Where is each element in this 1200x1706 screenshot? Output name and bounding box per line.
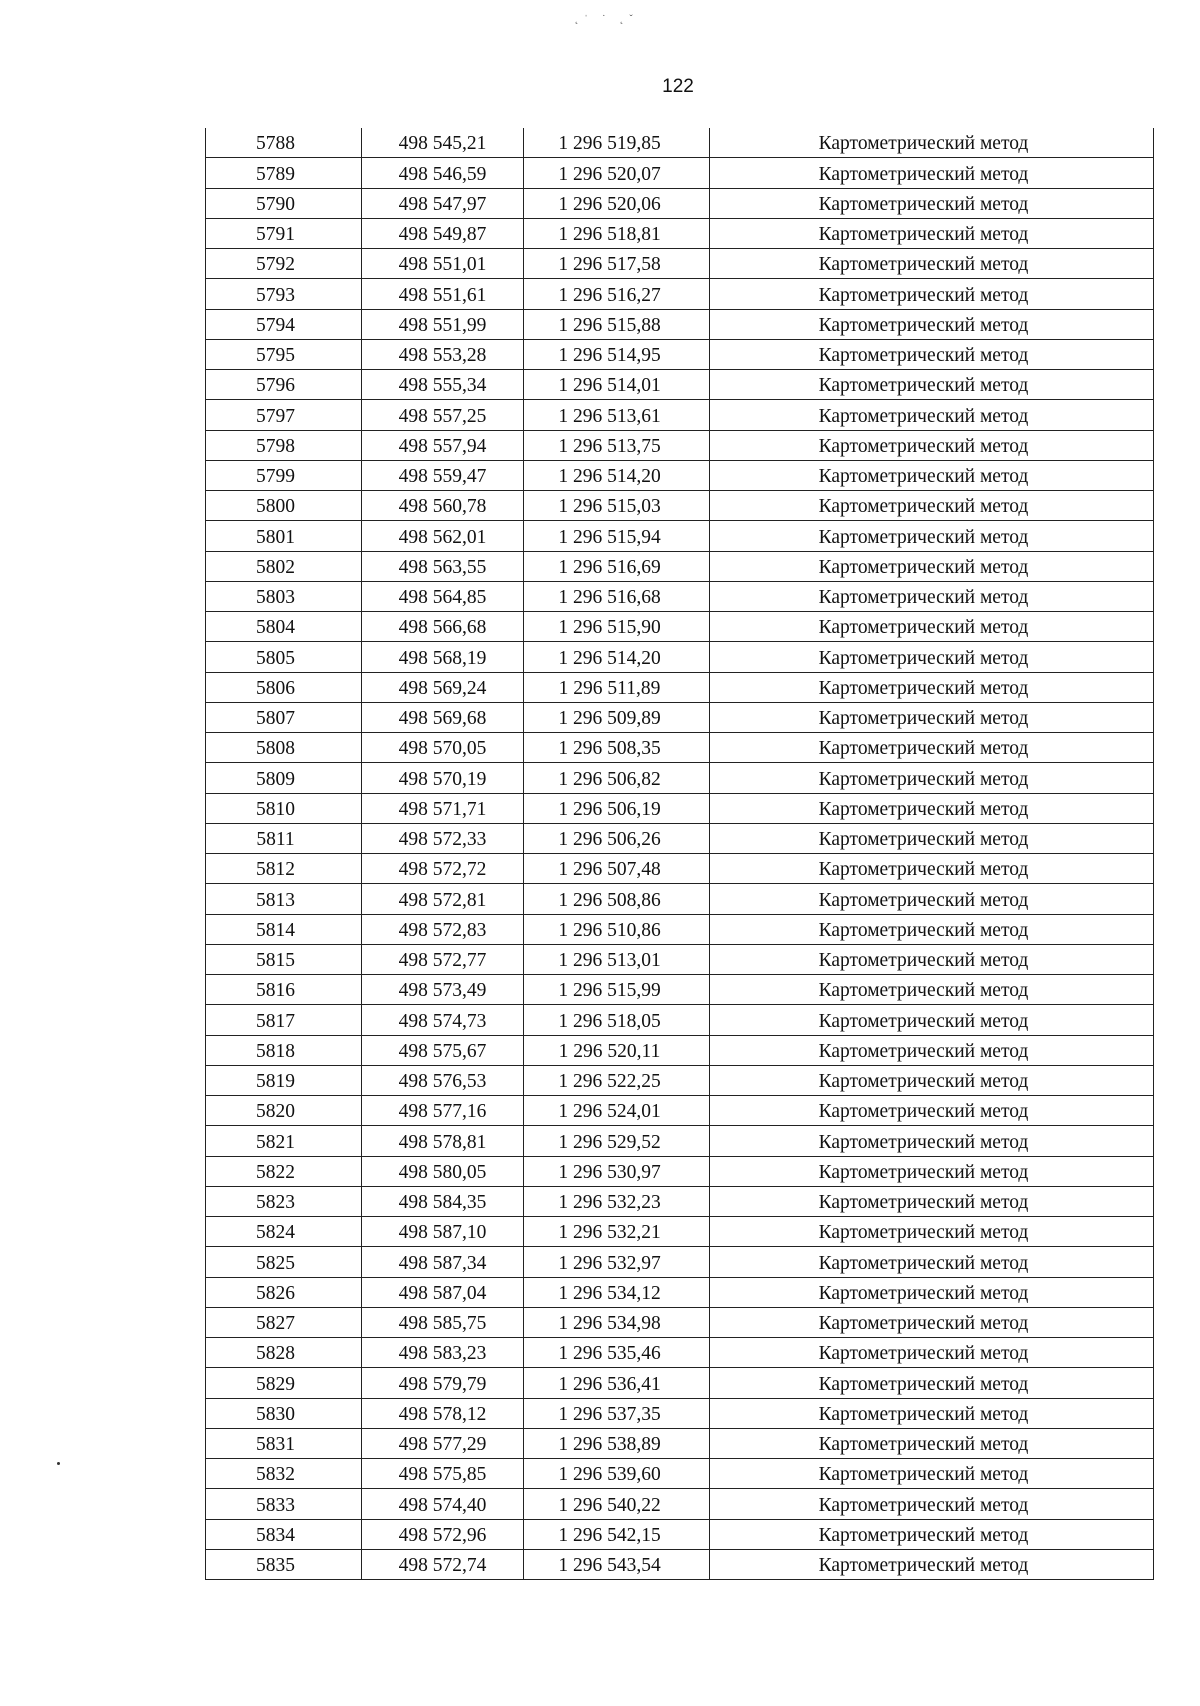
x-coordinate-cell: 498 551,01 <box>362 249 524 279</box>
point-number-cell: 5788 <box>206 128 362 158</box>
point-number-cell: 5828 <box>206 1338 362 1368</box>
point-number-cell: 5793 <box>206 279 362 309</box>
method-cell: Картометрический метод <box>710 1398 1154 1428</box>
y-coordinate-cell: 1 296 535,46 <box>524 1338 710 1368</box>
table-row <box>206 702 1154 732</box>
x-coordinate-cell: 498 572,83 <box>362 914 524 944</box>
method-cell: Картометрический метод <box>710 521 1154 551</box>
x-coordinate-cell: 498 572,72 <box>362 854 524 884</box>
coordinates-table-body <box>206 128 1154 1580</box>
table-row <box>206 1096 1154 1126</box>
method-cell: Картометрический метод <box>710 551 1154 581</box>
scan-speck <box>57 1462 60 1465</box>
y-coordinate-cell: 1 296 515,99 <box>524 975 710 1005</box>
x-coordinate-cell: 498 579,79 <box>362 1368 524 1398</box>
method-cell: Картометрический метод <box>710 1156 1154 1186</box>
method-cell: Картометрический метод <box>710 1459 1154 1489</box>
x-coordinate-cell: 498 572,33 <box>362 823 524 853</box>
method-cell: Картометрический метод <box>710 339 1154 369</box>
x-coordinate-cell: 498 551,61 <box>362 279 524 309</box>
x-coordinate-cell: 498 549,87 <box>362 218 524 248</box>
y-coordinate-cell: 1 296 506,19 <box>524 793 710 823</box>
x-coordinate-cell: 498 569,68 <box>362 702 524 732</box>
method-cell: Картометрический метод <box>710 672 1154 702</box>
point-number-cell: 5824 <box>206 1217 362 1247</box>
page-number: 122 <box>662 76 694 97</box>
x-coordinate-cell: 498 577,16 <box>362 1096 524 1126</box>
table-row <box>206 400 1154 430</box>
method-cell: Картометрический метод <box>710 793 1154 823</box>
x-coordinate-cell: 498 580,05 <box>362 1156 524 1186</box>
y-coordinate-cell: 1 296 530,97 <box>524 1156 710 1186</box>
y-coordinate-cell: 1 296 506,82 <box>524 763 710 793</box>
coordinates-table <box>205 128 1154 1580</box>
y-coordinate-cell: 1 296 516,68 <box>524 581 710 611</box>
y-coordinate-cell: 1 296 510,86 <box>524 914 710 944</box>
y-coordinate-cell: 1 296 524,01 <box>524 1096 710 1126</box>
scan-artifact-marks: ˛ˈ ˙ ˛ˇ <box>575 14 639 25</box>
method-cell: Картометрический метод <box>710 581 1154 611</box>
method-cell: Картометрический метод <box>710 823 1154 853</box>
table-row <box>206 1428 1154 1458</box>
method-cell: Картометрический метод <box>710 1186 1154 1216</box>
y-coordinate-cell: 1 296 529,52 <box>524 1126 710 1156</box>
method-cell: Картометрический метод <box>710 1247 1154 1277</box>
method-cell: Картометрический метод <box>710 642 1154 672</box>
x-coordinate-cell: 498 587,34 <box>362 1247 524 1277</box>
y-coordinate-cell: 1 296 539,60 <box>524 1459 710 1489</box>
table-row <box>206 1368 1154 1398</box>
method-cell: Картометрический метод <box>710 884 1154 914</box>
x-coordinate-cell: 498 576,53 <box>362 1065 524 1095</box>
method-cell: Картометрический метод <box>710 975 1154 1005</box>
table-row <box>206 1519 1154 1549</box>
method-cell: Картометрический метод <box>710 612 1154 642</box>
point-number-cell: 5835 <box>206 1549 362 1579</box>
x-coordinate-cell: 498 564,85 <box>362 581 524 611</box>
method-cell: Картометрический метод <box>710 1338 1154 1368</box>
y-coordinate-cell: 1 296 543,54 <box>524 1549 710 1579</box>
x-coordinate-cell: 498 571,71 <box>362 793 524 823</box>
y-coordinate-cell: 1 296 511,89 <box>524 672 710 702</box>
point-number-cell: 5832 <box>206 1459 362 1489</box>
table-row <box>206 581 1154 611</box>
method-cell: Картометрический метод <box>710 1519 1154 1549</box>
point-number-cell: 5790 <box>206 188 362 218</box>
y-coordinate-cell: 1 296 520,06 <box>524 188 710 218</box>
x-coordinate-cell: 498 574,40 <box>362 1489 524 1519</box>
method-cell: Картометрический метод <box>710 763 1154 793</box>
point-number-cell: 5829 <box>206 1368 362 1398</box>
y-coordinate-cell: 1 296 522,25 <box>524 1065 710 1095</box>
point-number-cell: 5802 <box>206 551 362 581</box>
x-coordinate-cell: 498 555,34 <box>362 370 524 400</box>
point-number-cell: 5798 <box>206 430 362 460</box>
table-row <box>206 733 1154 763</box>
point-number-cell: 5792 <box>206 249 362 279</box>
table-row <box>206 218 1154 248</box>
y-coordinate-cell: 1 296 518,05 <box>524 1005 710 1035</box>
point-number-cell: 5811 <box>206 823 362 853</box>
table-row <box>206 430 1154 460</box>
point-number-cell: 5805 <box>206 642 362 672</box>
y-coordinate-cell: 1 296 509,89 <box>524 702 710 732</box>
table-row <box>206 279 1154 309</box>
method-cell: Картометрический метод <box>710 1307 1154 1337</box>
method-cell: Картометрический метод <box>710 430 1154 460</box>
method-cell: Картометрический метод <box>710 944 1154 974</box>
method-cell: Картометрический метод <box>710 1428 1154 1458</box>
x-coordinate-cell: 498 578,12 <box>362 1398 524 1428</box>
table-row <box>206 1277 1154 1307</box>
y-coordinate-cell: 1 296 513,61 <box>524 400 710 430</box>
y-coordinate-cell: 1 296 519,85 <box>524 128 710 158</box>
point-number-cell: 5825 <box>206 1247 362 1277</box>
point-number-cell: 5816 <box>206 975 362 1005</box>
method-cell: Картометрический метод <box>710 1126 1154 1156</box>
y-coordinate-cell: 1 296 518,81 <box>524 218 710 248</box>
table-row <box>206 1065 1154 1095</box>
method-cell: Картометрический метод <box>710 914 1154 944</box>
x-coordinate-cell: 498 584,35 <box>362 1186 524 1216</box>
y-coordinate-cell: 1 296 515,90 <box>524 612 710 642</box>
y-coordinate-cell: 1 296 508,86 <box>524 884 710 914</box>
table-row <box>206 521 1154 551</box>
table-row <box>206 339 1154 369</box>
point-number-cell: 5817 <box>206 1005 362 1035</box>
y-coordinate-cell: 1 296 532,21 <box>524 1217 710 1247</box>
point-number-cell: 5796 <box>206 370 362 400</box>
table-row <box>206 1549 1154 1579</box>
x-coordinate-cell: 498 577,29 <box>362 1428 524 1458</box>
y-coordinate-cell: 1 296 515,88 <box>524 309 710 339</box>
method-cell: Картометрический метод <box>710 279 1154 309</box>
table-row <box>206 128 1154 158</box>
y-coordinate-cell: 1 296 515,94 <box>524 521 710 551</box>
y-coordinate-cell: 1 296 538,89 <box>524 1428 710 1458</box>
table-row <box>206 460 1154 490</box>
point-number-cell: 5818 <box>206 1035 362 1065</box>
x-coordinate-cell: 498 575,67 <box>362 1035 524 1065</box>
y-coordinate-cell: 1 296 540,22 <box>524 1489 710 1519</box>
y-coordinate-cell: 1 296 506,26 <box>524 823 710 853</box>
point-number-cell: 5814 <box>206 914 362 944</box>
table-row <box>206 1398 1154 1428</box>
method-cell: Картометрический метод <box>710 491 1154 521</box>
x-coordinate-cell: 498 570,19 <box>362 763 524 793</box>
x-coordinate-cell: 498 573,49 <box>362 975 524 1005</box>
point-number-cell: 5813 <box>206 884 362 914</box>
x-coordinate-cell: 498 547,97 <box>362 188 524 218</box>
table-row <box>206 612 1154 642</box>
x-coordinate-cell: 498 545,21 <box>362 128 524 158</box>
method-cell: Картометрический метод <box>710 733 1154 763</box>
table-row <box>206 1126 1154 1156</box>
y-coordinate-cell: 1 296 513,75 <box>524 430 710 460</box>
x-coordinate-cell: 498 566,68 <box>362 612 524 642</box>
method-cell: Картометрический метод <box>710 1489 1154 1519</box>
x-coordinate-cell: 498 559,47 <box>362 460 524 490</box>
point-number-cell: 5821 <box>206 1126 362 1156</box>
method-cell: Картометрический метод <box>710 1549 1154 1579</box>
point-number-cell: 5808 <box>206 733 362 763</box>
y-coordinate-cell: 1 296 542,15 <box>524 1519 710 1549</box>
point-number-cell: 5812 <box>206 854 362 884</box>
y-coordinate-cell: 1 296 516,27 <box>524 279 710 309</box>
x-coordinate-cell: 498 572,81 <box>362 884 524 914</box>
method-cell: Картометрический метод <box>710 702 1154 732</box>
table-row <box>206 309 1154 339</box>
point-number-cell: 5791 <box>206 218 362 248</box>
point-number-cell: 5810 <box>206 793 362 823</box>
x-coordinate-cell: 498 587,10 <box>362 1217 524 1247</box>
table-row <box>206 642 1154 672</box>
point-number-cell: 5834 <box>206 1519 362 1549</box>
method-cell: Картометрический метод <box>710 1005 1154 1035</box>
y-coordinate-cell: 1 296 508,35 <box>524 733 710 763</box>
x-coordinate-cell: 498 557,25 <box>362 400 524 430</box>
table-row <box>206 1489 1154 1519</box>
x-coordinate-cell: 498 563,55 <box>362 551 524 581</box>
point-number-cell: 5800 <box>206 491 362 521</box>
y-coordinate-cell: 1 296 536,41 <box>524 1368 710 1398</box>
point-number-cell: 5804 <box>206 612 362 642</box>
table-row <box>206 1035 1154 1065</box>
method-cell: Картометрический метод <box>710 1217 1154 1247</box>
point-number-cell: 5822 <box>206 1156 362 1186</box>
x-coordinate-cell: 498 572,96 <box>362 1519 524 1549</box>
x-coordinate-cell: 498 557,94 <box>362 430 524 460</box>
method-cell: Картометрический метод <box>710 370 1154 400</box>
x-coordinate-cell: 498 570,05 <box>362 733 524 763</box>
table-row <box>206 249 1154 279</box>
x-coordinate-cell: 498 546,59 <box>362 158 524 188</box>
point-number-cell: 5823 <box>206 1186 362 1216</box>
x-coordinate-cell: 498 569,24 <box>362 672 524 702</box>
point-number-cell: 5827 <box>206 1307 362 1337</box>
method-cell: Картометрический метод <box>710 249 1154 279</box>
table-row <box>206 793 1154 823</box>
method-cell: Картометрический метод <box>710 460 1154 490</box>
point-number-cell: 5833 <box>206 1489 362 1519</box>
x-coordinate-cell: 498 551,99 <box>362 309 524 339</box>
y-coordinate-cell: 1 296 520,11 <box>524 1035 710 1065</box>
table-row <box>206 854 1154 884</box>
table-row <box>206 1217 1154 1247</box>
table-row <box>206 551 1154 581</box>
point-number-cell: 5789 <box>206 158 362 188</box>
y-coordinate-cell: 1 296 534,12 <box>524 1277 710 1307</box>
method-cell: Картометрический метод <box>710 309 1154 339</box>
table-row <box>206 1247 1154 1277</box>
y-coordinate-cell: 1 296 534,98 <box>524 1307 710 1337</box>
y-coordinate-cell: 1 296 514,20 <box>524 642 710 672</box>
x-coordinate-cell: 498 574,73 <box>362 1005 524 1035</box>
x-coordinate-cell: 498 572,77 <box>362 944 524 974</box>
point-number-cell: 5806 <box>206 672 362 702</box>
y-coordinate-cell: 1 296 517,58 <box>524 249 710 279</box>
table-row <box>206 884 1154 914</box>
point-number-cell: 5819 <box>206 1065 362 1095</box>
table-row <box>206 188 1154 218</box>
point-number-cell: 5799 <box>206 460 362 490</box>
method-cell: Картометрический метод <box>710 128 1154 158</box>
x-coordinate-cell: 498 562,01 <box>362 521 524 551</box>
point-number-cell: 5801 <box>206 521 362 551</box>
y-coordinate-cell: 1 296 532,23 <box>524 1186 710 1216</box>
y-coordinate-cell: 1 296 537,35 <box>524 1398 710 1428</box>
y-coordinate-cell: 1 296 515,03 <box>524 491 710 521</box>
point-number-cell: 5830 <box>206 1398 362 1428</box>
point-number-cell: 5797 <box>206 400 362 430</box>
method-cell: Картометрический метод <box>710 1035 1154 1065</box>
method-cell: Картометрический метод <box>710 1368 1154 1398</box>
method-cell: Картометрический метод <box>710 188 1154 218</box>
y-coordinate-cell: 1 296 514,95 <box>524 339 710 369</box>
point-number-cell: 5826 <box>206 1277 362 1307</box>
method-cell: Картометрический метод <box>710 854 1154 884</box>
table-row <box>206 975 1154 1005</box>
y-coordinate-cell: 1 296 520,07 <box>524 158 710 188</box>
method-cell: Картометрический метод <box>710 1096 1154 1126</box>
table-row <box>206 914 1154 944</box>
method-cell: Картометрический метод <box>710 158 1154 188</box>
y-coordinate-cell: 1 296 516,69 <box>524 551 710 581</box>
method-cell: Картометрический метод <box>710 218 1154 248</box>
x-coordinate-cell: 498 578,81 <box>362 1126 524 1156</box>
point-number-cell: 5803 <box>206 581 362 611</box>
point-number-cell: 5807 <box>206 702 362 732</box>
table-row <box>206 1186 1154 1216</box>
x-coordinate-cell: 498 568,19 <box>362 642 524 672</box>
method-cell: Картометрический метод <box>710 1277 1154 1307</box>
method-cell: Картометрический метод <box>710 1065 1154 1095</box>
y-coordinate-cell: 1 296 513,01 <box>524 944 710 974</box>
x-coordinate-cell: 498 587,04 <box>362 1277 524 1307</box>
x-coordinate-cell: 498 553,28 <box>362 339 524 369</box>
point-number-cell: 5831 <box>206 1428 362 1458</box>
table-row <box>206 370 1154 400</box>
y-coordinate-cell: 1 296 514,20 <box>524 460 710 490</box>
x-coordinate-cell: 498 572,74 <box>362 1549 524 1579</box>
table-row <box>206 1459 1154 1489</box>
table-row <box>206 158 1154 188</box>
table-row <box>206 672 1154 702</box>
x-coordinate-cell: 498 583,23 <box>362 1338 524 1368</box>
x-coordinate-cell: 498 585,75 <box>362 1307 524 1337</box>
point-number-cell: 5809 <box>206 763 362 793</box>
table-row <box>206 1156 1154 1186</box>
table-row <box>206 944 1154 974</box>
x-coordinate-cell: 498 560,78 <box>362 491 524 521</box>
y-coordinate-cell: 1 296 514,01 <box>524 370 710 400</box>
point-number-cell: 5815 <box>206 944 362 974</box>
point-number-cell: 5795 <box>206 339 362 369</box>
table-row <box>206 1338 1154 1368</box>
point-number-cell: 5794 <box>206 309 362 339</box>
x-coordinate-cell: 498 575,85 <box>362 1459 524 1489</box>
point-number-cell: 5820 <box>206 1096 362 1126</box>
y-coordinate-cell: 1 296 507,48 <box>524 854 710 884</box>
table-row <box>206 491 1154 521</box>
y-coordinate-cell: 1 296 532,97 <box>524 1247 710 1277</box>
table-row <box>206 1307 1154 1337</box>
table-row <box>206 823 1154 853</box>
table-row <box>206 1005 1154 1035</box>
method-cell: Картометрический метод <box>710 400 1154 430</box>
table-row <box>206 763 1154 793</box>
